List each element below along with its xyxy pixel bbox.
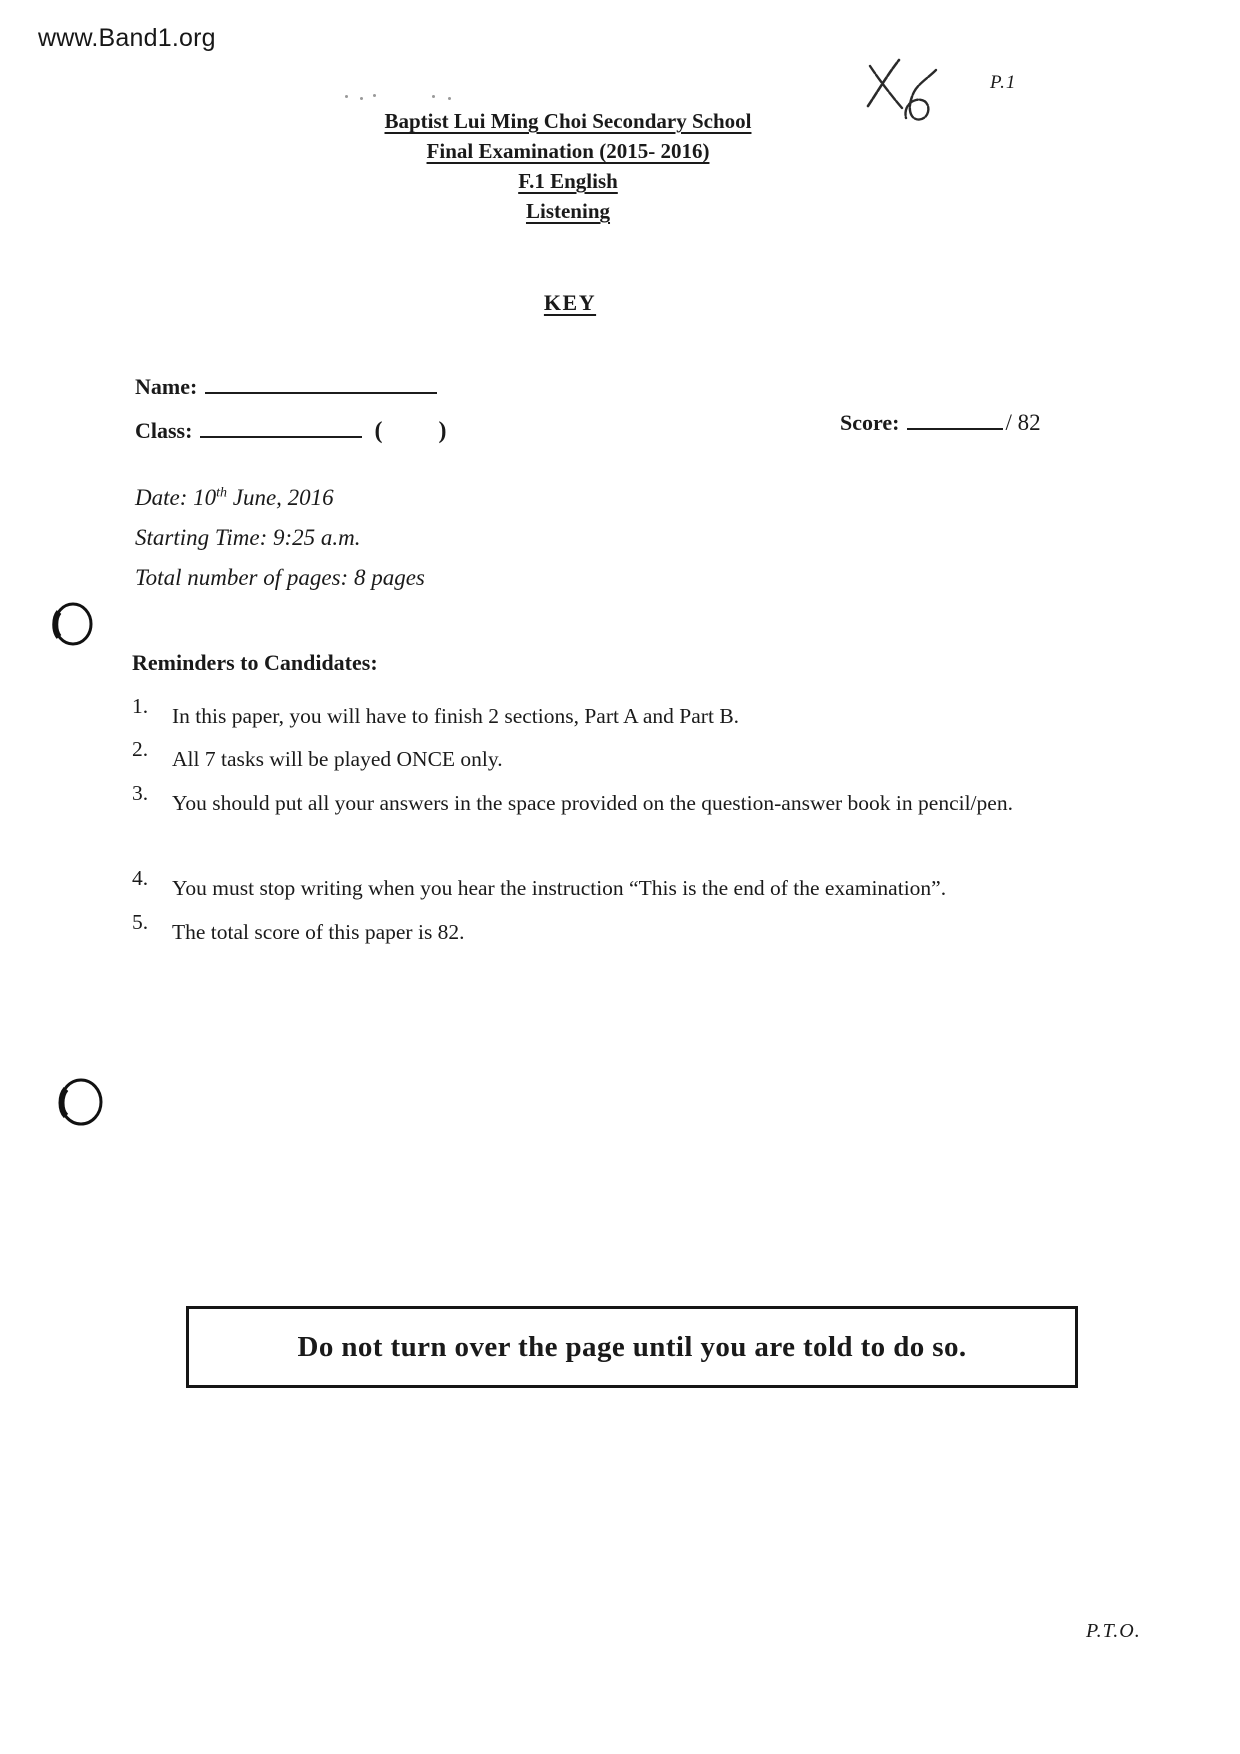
date-ordinal-superscript: th: [216, 485, 228, 501]
reminder-number: 5.: [132, 910, 149, 934]
class-paren-close: ): [438, 418, 447, 444]
reminder-text: The total score of this paper is 82.: [172, 920, 465, 944]
watermark-url: www.Band1.org: [38, 24, 216, 52]
reminders-heading: Reminders to Candidates:: [132, 650, 378, 675]
punch-hole-mark-icon: [50, 600, 96, 655]
reminder-number: 4.: [132, 866, 149, 890]
score-label: Score:: [840, 410, 900, 435]
total-pages-line: Total number of pages: 8 pages: [135, 565, 425, 590]
school-name: Baptist Lui Ming Choi Secondary School: [384, 109, 752, 133]
class-blank-line: [200, 416, 362, 438]
reminder-text: In this paper, you will have to finish 2 sections, Part A and Part B.: [172, 704, 740, 728]
exam-header: [0, 106, 1136, 226]
notice-box: [186, 1306, 1078, 1388]
class-field-row: [135, 416, 446, 445]
reminder-number: 2.: [132, 737, 149, 761]
paper-title: Listening: [525, 199, 611, 223]
exam-title: Final Examination (2015- 2016): [426, 139, 710, 163]
reminder-number: 3.: [132, 781, 149, 805]
date-line: Date: 10th June, 2016: [135, 485, 334, 510]
score-total: / 82: [1005, 410, 1041, 435]
pto-label: P.T.O.: [1086, 1620, 1141, 1642]
subject-title: F.1 English: [518, 169, 618, 193]
punch-hole-mark-icon: [56, 1076, 106, 1133]
score-field-row: [840, 408, 1041, 436]
starting-time-line: Starting Time: 9:25 a.m.: [135, 525, 361, 550]
key-heading: KEY: [543, 290, 597, 315]
name-field-row: [135, 372, 437, 400]
name-label: Name:: [135, 374, 198, 399]
reminder-text: All 7 tasks will be played ONCE only.: [172, 747, 503, 771]
class-label: Class:: [135, 418, 193, 443]
exam-info-block: [135, 478, 425, 598]
reminder-number: 1.: [132, 694, 149, 718]
name-blank-line: [205, 372, 437, 394]
reminder-text: You should put all your answers in the space provided on the question-answer book in pencil/pen.: [172, 791, 1013, 815]
notice-text: Do not turn over the page until you are told to do so.: [297, 1330, 967, 1363]
page-number: P.1: [990, 72, 1017, 93]
score-blank-line: [907, 408, 1003, 430]
reminder-text: You must stop writing when you hear the instruction “This is the end of the examination”.: [172, 876, 947, 900]
class-paren-open: (: [374, 418, 383, 444]
